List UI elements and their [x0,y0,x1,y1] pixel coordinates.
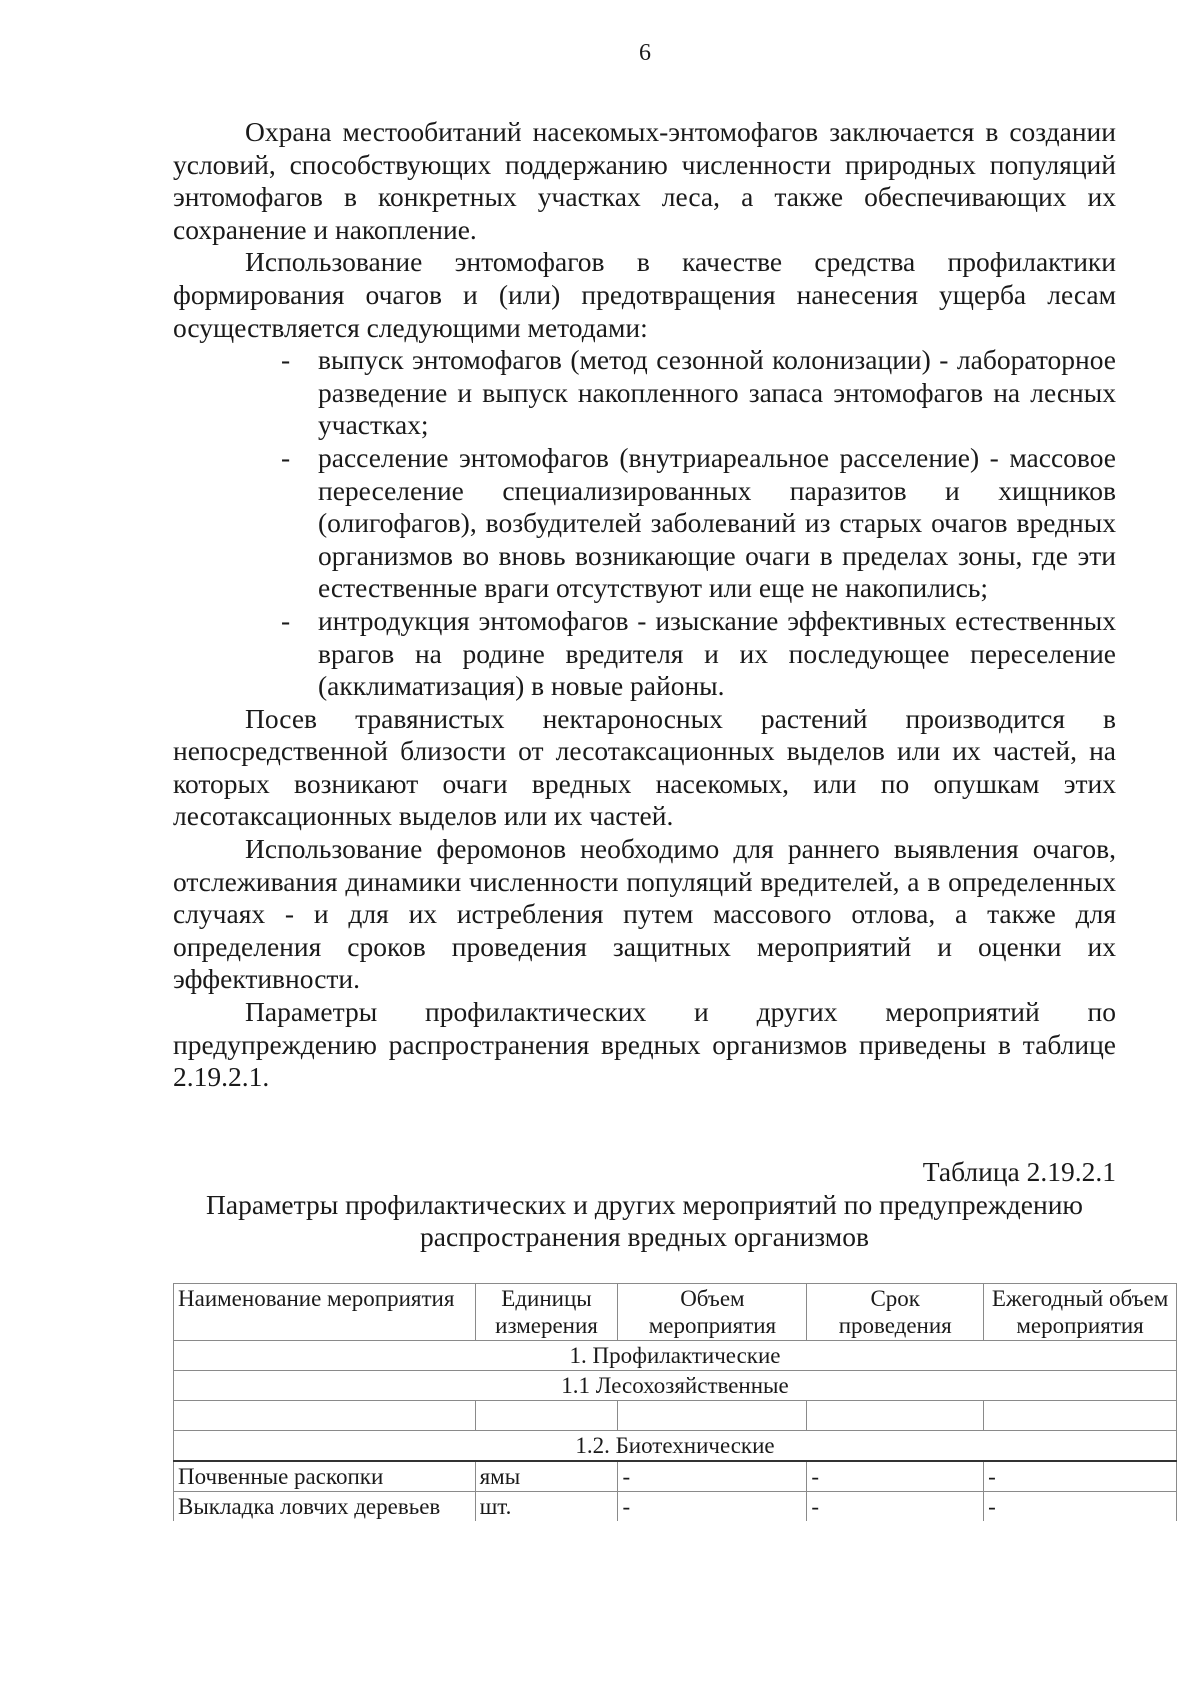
paragraph-table-reference: Параметры профилактических и других мероприятий по предупреждению распространения вредных организмов приведены в таблице 2.19.2.1. [173,996,1116,1093]
table-title: Параметры профилактических и других мероприятий по предупреждению распространения вредных организмов [206,1188,1083,1253]
table-cell: - [807,1492,984,1522]
list-item-text: расселение энтомофагов (внутриареальное расселение) - массовое переселение специализированных паразитов и хищников (олигофагов), возбудителей заболеваний из старых очагов вредных организмов во вновь возникающие очаги в пределах зоны, где эти естественные враги отсутствуют или еще не накопились; [318,441,1116,604]
document-body [173,116,1116,1094]
list-item [281,344,1116,442]
header-volume: Объем мероприятия [618,1284,807,1341]
table-cell [618,1401,807,1431]
table-cell [807,1401,984,1431]
header-annual-volume: Ежегодный объем мероприятия [984,1284,1177,1341]
table-cell: Выкладка ловчих деревьев [174,1492,476,1522]
table-cell: - [807,1461,984,1492]
header-units: Единицы измерения [475,1284,618,1341]
subsection-biotechnical: 1.2. Биотехнические [174,1431,1177,1462]
table-section-row [174,1371,1177,1401]
methods-list [173,344,1116,703]
table-row-empty [174,1401,1177,1431]
parameters-table [173,1283,1177,1521]
page-number: 6 [639,40,651,66]
table-caption [173,1156,1116,1254]
table-cell: ямы [475,1461,618,1492]
section-preventive: 1. Профилактические [174,1341,1177,1371]
table-cell [475,1401,618,1431]
table-cell: - [618,1461,807,1492]
table-cell: - [984,1461,1177,1492]
paragraph-habitat-protection: Охрана местообитаний насекомых-энтомофагов заключается в создании условий, способствующих поддержанию численности природных популяций энтомофагов в конкретных участках леса, а также обеспечивающих их сохранение и накопление. [173,116,1116,245]
paragraph-entomophage-methods: Использование энтомофагов в качестве средства профилактики формирования очагов и (или) предотвращения нанесения ущерба лесам осуществляется следующими методами: [173,246,1116,343]
table-header-row [174,1284,1177,1341]
list-dash: - [281,441,291,473]
paragraph-pheromones: Использование феромонов необходимо для раннего выявления очагов, отслеживания динамики численности популяций вредителей, а в определенных случаях - и для их истребления путем массового отлова, а также для определения сроков проведения защитных мероприятий и оценки их эффективности. [173,833,1116,995]
table-cell: шт. [475,1492,618,1522]
table-row [174,1461,1177,1492]
list-item-text: интродукция энтомофагов - изыскание эффективных естественных врагов на родине вредителя и их последующее переселение (акклиматизация) в новые районы. [318,604,1116,702]
table-cell: - [984,1492,1177,1522]
table-row [174,1492,1177,1522]
list-item [281,604,1116,703]
table-cell [174,1401,476,1431]
subsection-forestry: 1.1 Лесохозяйственные [174,1371,1177,1401]
list-item [281,441,1116,605]
list-dash: - [281,344,291,376]
table-cell: Почвенные раскопки [174,1461,476,1492]
table-cell: - [618,1492,807,1522]
header-period: Срок проведения [807,1284,984,1341]
header-activity-name: Наименование мероприятия [174,1284,476,1341]
list-item-text: выпуск энтомофагов (метод сезонной колонизации) - лабораторное разведение и выпуск накопленного запаса энтомофагов на лесных участках; [318,344,1116,441]
paragraph-nectar-plants: Посев травянистых нектароносных растений производится в непосредственной близости от лесотаксационных выделов или их частей, на которых возникают очаги вредных насекомых, или по опушкам этих лесотаксационных выделов или их частей. [173,702,1116,832]
list-dash: - [281,604,291,636]
table-section-row [174,1341,1177,1371]
table-number: Таблица 2.19.2.1 [922,1156,1116,1187]
table-section-row [174,1431,1177,1462]
table-cell [984,1401,1177,1431]
